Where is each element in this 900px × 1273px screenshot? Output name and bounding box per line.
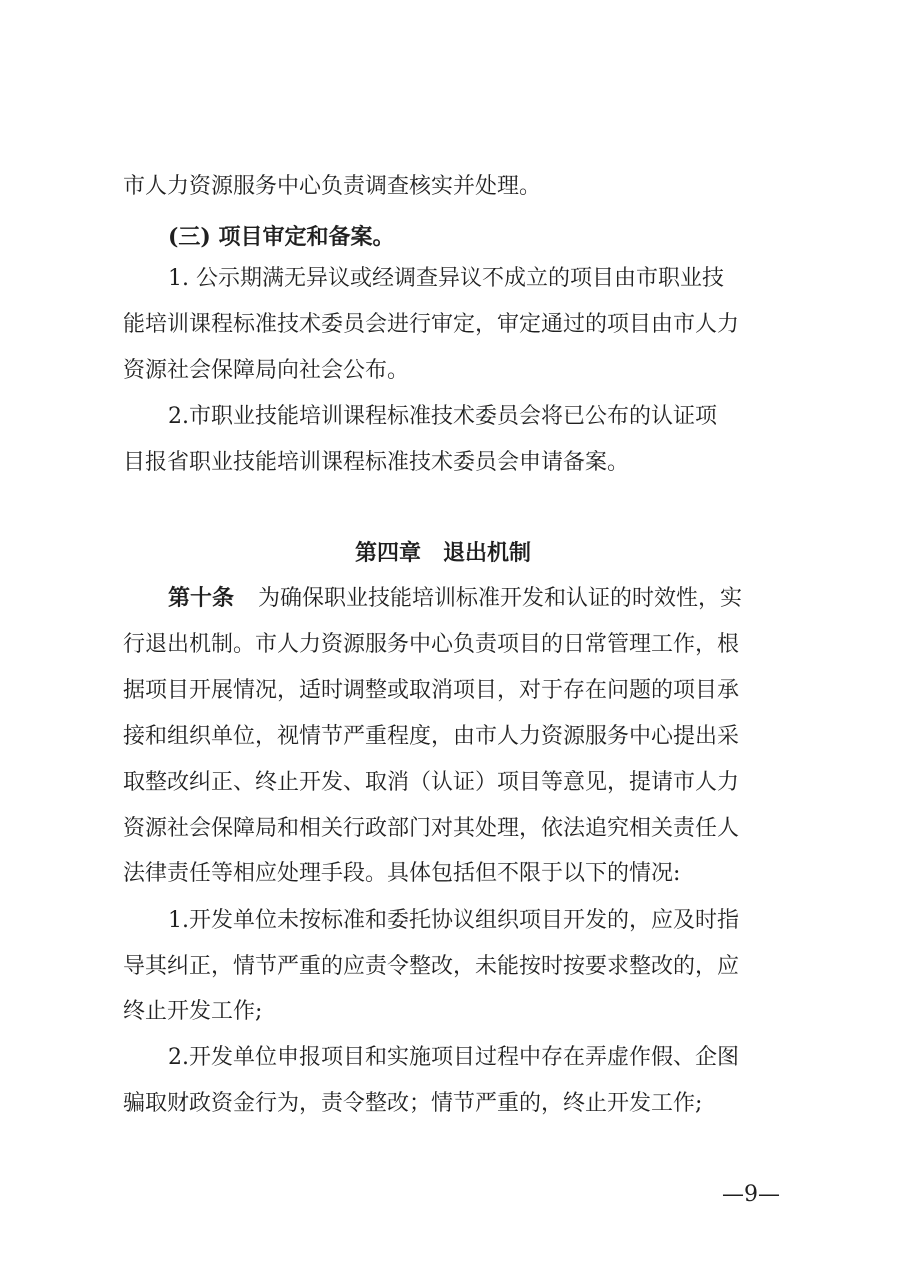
text-line: 1. 公示期满无异议或经调查异议不成立的项目由市职业技 [168,266,724,291]
text-line: 据项目开展情况，适时调整或取消项目，对于存在问题的项目承 [123,678,740,703]
text-line: 2.市职业技能培训课程标准技术委员会将已公布的认证项 [168,404,717,429]
text-line: 骗取财政资金行为，责令整改；情节严重的，终止开发工作; [123,1091,703,1116]
list-item: 2.开发单位申报项目和实施项目过程中存在弄虚作假、企图 [168,1045,739,1070]
article-label: 第十条 [168,585,235,611]
text-line: 导其纠正，情节严重的应责令整改，未能按时按要求整改的，应 [123,954,740,979]
page-number: —9— [722,1182,780,1207]
section-heading: (三) 项目审定和备案。 [168,224,395,250]
text-line: 能培训课程标准技术委员会进行审定，审定通过的项目由市人力 [123,312,740,337]
text-line: 资源社会保障局向社会公布。 [123,358,410,383]
text-line: 目报省职业技能培训课程标准技术委员会申请备案。 [123,450,630,475]
article-text: 为确保职业技能培训标准开发和认证的时效性，实 [258,586,743,611]
article-first-line [168,583,742,613]
text-line: 法律责任等相应处理手段。具体包括但不限于以下的情况: [123,861,681,886]
text-line: 行退出机制。市人力资源服务中心负责项目的日常管理工作，根 [123,632,740,657]
chapter-title: 第四章 退出机制 [355,540,532,566]
text-line: 取整改纠正、终止开发、取消（认证）项目等意见，提请市人力 [123,770,740,795]
text-line: 市人力资源服务中心负责调查核实并处理。 [123,174,542,199]
text-line: 终止开发工作; [123,999,263,1024]
text-line: 资源社会保障局和相关行政部门对其处理，依法追究相关责任人 [123,816,740,841]
text-line: 接和组织单位，视情节严重程度，由市人力资源服务中心提出采 [123,724,740,749]
list-item: 1.开发单位未按标准和委托协议组织项目开发的，应及时指 [168,908,739,933]
